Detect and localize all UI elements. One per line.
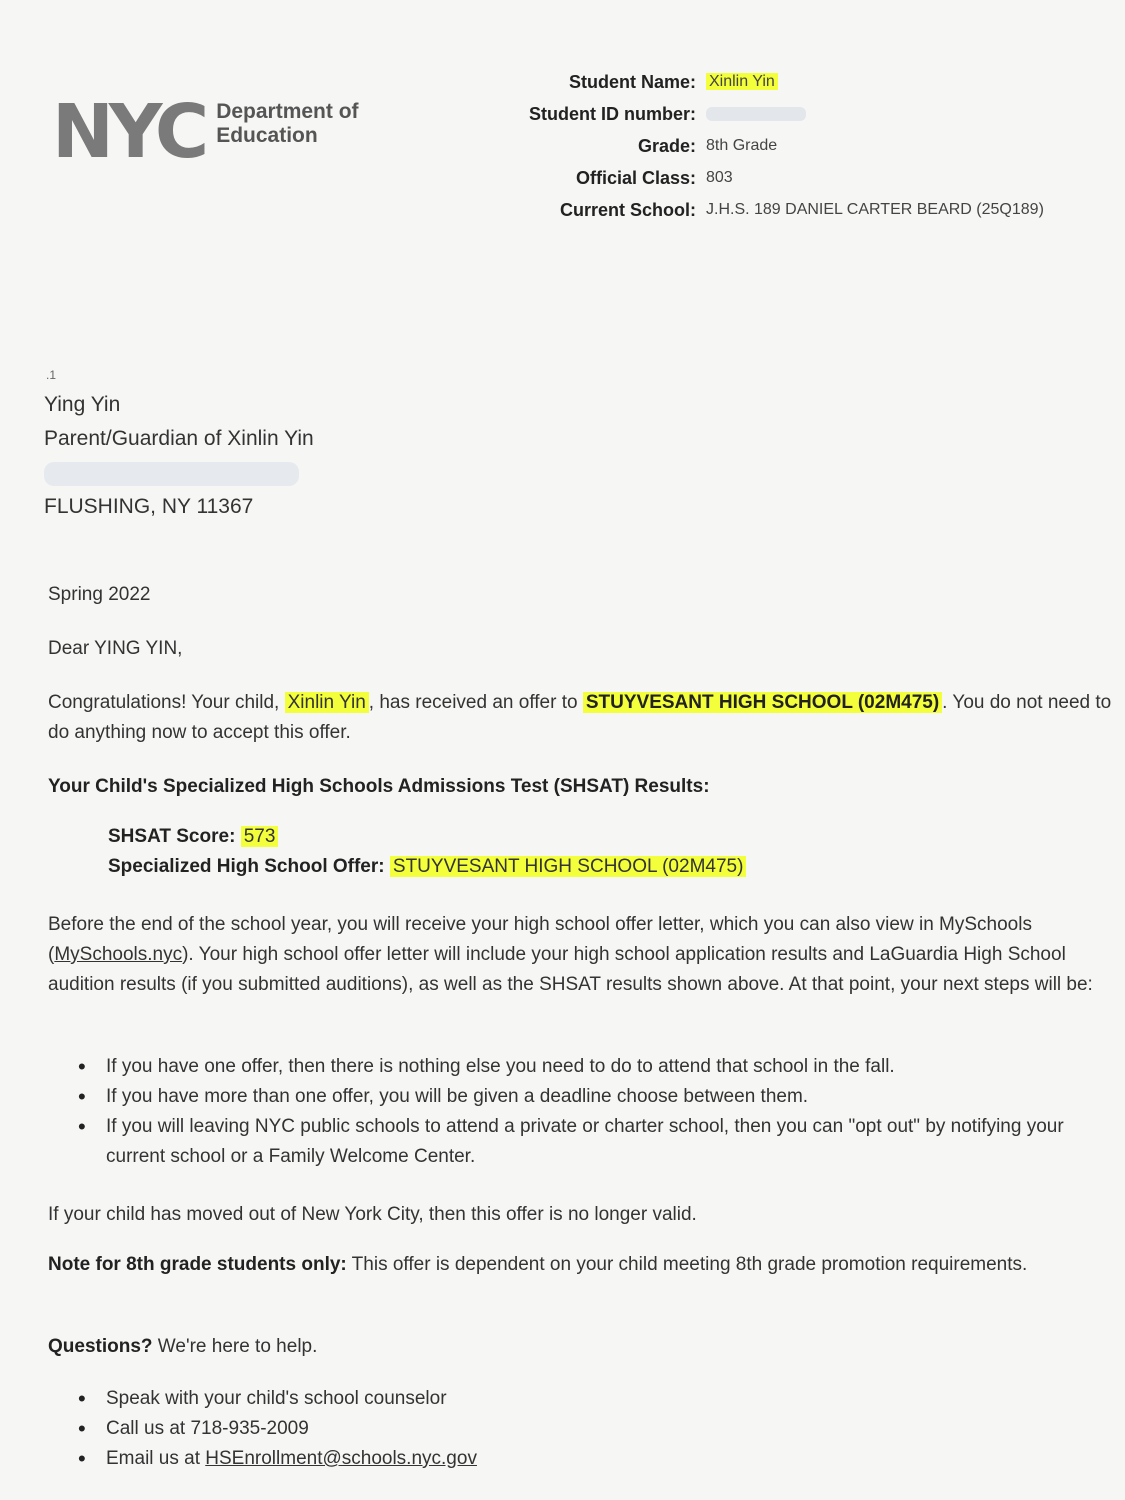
recipient-name: Ying Yin [44, 393, 121, 416]
grade-label: Grade: [637, 135, 696, 156]
congrats-paragraph [48, 688, 1113, 748]
moved-note: If your child has moved out of New York City, then this offer is no longer valid. [48, 1204, 697, 1225]
logo-text [216, 100, 358, 148]
questions-label: Questions? [48, 1336, 153, 1357]
results-block [48, 822, 1125, 882]
grade-note-label: Note for 8th grade students only: [48, 1254, 347, 1275]
letter-greeting: Dear YING YIN, [48, 638, 183, 659]
congrats-text-2: , has received an offer to [368, 692, 583, 713]
recipient-city: FLUSHING, NY 11367 [44, 495, 254, 518]
para-1a: Before the end of the school year, you will receive your high school offer letter, which you can also view in MySchools ( [48, 914, 1032, 965]
help-list [48, 1384, 1113, 1474]
grade-row [440, 130, 1044, 162]
steps-list-wrap [48, 1052, 1113, 1172]
next-steps-paragraph [48, 910, 1113, 1000]
letter-date: Spring 2022 [48, 584, 151, 605]
score-label: SHSAT Score: [108, 826, 236, 847]
student-info [440, 66, 1044, 226]
school-value: J.H.S. 189 DANIEL CARTER BEARD (25Q189) [706, 201, 1044, 218]
student-name-value: Xinlin Yin [706, 73, 778, 90]
para-1b: ). Your high school offer letter will include your high school application results and LaGuardia High School audition results (if you submitted auditions), as well as the SHSAT results shown above. At that point, your next steps will be: [48, 944, 1093, 995]
recipient-address [44, 388, 314, 524]
offer-school: STUYVESANT HIGH SCHOOL (02M475) [583, 692, 942, 713]
congrats-text-1: Congratulations! Your child, [48, 692, 285, 713]
score-value: 573 [241, 826, 279, 847]
grade-note [48, 1250, 1113, 1280]
student-name-row [440, 66, 1044, 98]
student-name-label: Student Name: [568, 71, 696, 92]
school-row [440, 194, 1044, 226]
help-item-counselor: • Speak with your child's school counselor [106, 1384, 1113, 1414]
help-item-email [106, 1444, 1113, 1474]
class-label: Official Class: [575, 167, 696, 188]
step-item: • If you have one offer, then there is nothing else you need to do to attend that school in the fall. [106, 1052, 1113, 1082]
recipient-relation: Parent/Guardian of Xinlin Yin [44, 427, 314, 450]
school-label: Current School: [559, 199, 696, 220]
class-value: 803 [706, 169, 733, 186]
student-id-label: Student ID number: [529, 103, 696, 124]
congrats-text-3: . You do not need to do anything now to accept this offer. [48, 692, 1112, 743]
logo-mark: NYC [52, 89, 205, 175]
student-id-redacted [706, 107, 806, 121]
grade-note-text: This offer is dependent on your child meeting 8th grade promotion requirements. [346, 1254, 1028, 1275]
myschools-link[interactable]: MySchools.nyc [54, 944, 183, 965]
offer-row [108, 852, 1125, 882]
steps-list [48, 1052, 1113, 1172]
nyc-doe-logo [52, 89, 359, 175]
step-item: • If you have more than one offer, you will be given a deadline choose between them. [106, 1082, 1113, 1112]
logo-line-2: Education [216, 124, 318, 147]
address-mark: .1 [46, 368, 57, 382]
email-link[interactable]: HSEnrollment@schools.nyc.gov [205, 1448, 477, 1469]
offer-value: STUYVESANT HIGH SCHOOL (02M475) [390, 856, 747, 877]
offer-label: Specialized High School Offer: [108, 856, 385, 877]
grade-value: 8th Grade [706, 137, 778, 154]
student-id-row [440, 98, 1044, 130]
help-list-wrap [48, 1384, 1113, 1474]
step-item: • If you will leaving NYC public schools to attend a private or charter school, then you can "opt out" by notifying your current school or a Family Welcome Center. [106, 1112, 1113, 1172]
questions-text: We're here to help. [152, 1336, 318, 1357]
logo-line-1: Department of [216, 100, 359, 123]
results-heading: Your Child's Specialized High Schools Admissions Test (SHSAT) Results: [48, 776, 710, 797]
class-row [440, 162, 1044, 194]
child-name: Xinlin Yin [285, 692, 369, 713]
street-redacted [44, 462, 299, 486]
score-row [108, 822, 1125, 852]
questions-line [48, 1332, 1113, 1362]
help-item-phone: • Call us at 718-935-2009 [106, 1414, 1113, 1444]
email-prefix: Email us at [106, 1448, 206, 1469]
